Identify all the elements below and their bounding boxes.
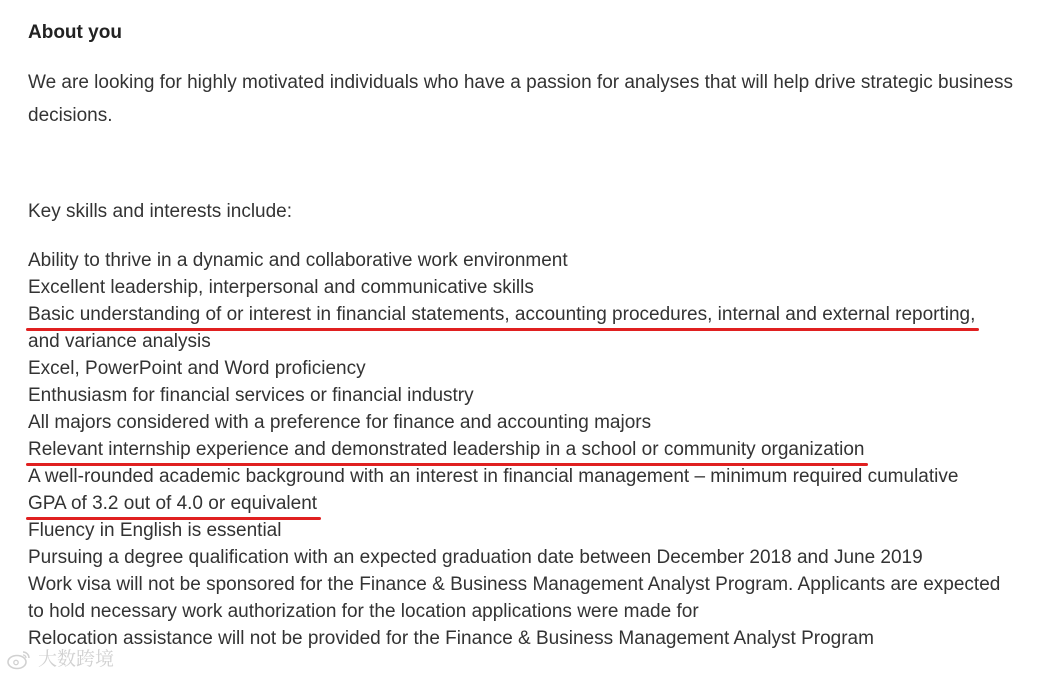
section-heading: About you [28,22,122,43]
skill-item: Pursuing a degree qualification with an expected graduation date between December 2018 and June 2019 [28,547,923,568]
skill-item: A well-rounded academic background with an interest in financial management – minimum required cumulative [28,466,959,487]
skill-item-highlighted [28,301,1033,328]
watermark [6,644,114,671]
skills-heading: Key skills and interests include: [28,201,293,222]
skills-list [28,247,1033,652]
watermark-text: 大数跨境 [38,648,115,670]
skill-item-continuation: to hold necessary work authorization for the location applications were made for [28,601,699,622]
weibo-logo-icon [6,649,32,671]
skill-item: Excellent leadership, interpersonal and communicative skills [28,277,534,298]
skill-item: All majors considered with a preference for finance and accounting majors [28,412,652,433]
underlined-text: Basic understanding of or interest in financial statements, accounting procedures, internal and external reporting, [28,301,975,328]
skill-item-highlighted [28,490,1033,517]
skill-item: Enthusiasm for financial services or financial industry [28,385,474,406]
skill-item-highlighted [28,436,1033,463]
skill-item: Relocation assistance will not be provided for the Finance & Business Management Analyst Program [28,628,874,649]
skill-item: Work visa will not be sponsored for the Finance & Business Management Analyst Program. Applicants are expected [28,574,1001,595]
skill-item: Fluency in English is essential [28,520,282,541]
underlined-text: GPA of 3.2 out of 4.0 or equivalent [28,490,317,517]
skill-item: Excel, PowerPoint and Word proficiency [28,358,366,379]
skill-item: Ability to thrive in a dynamic and collaborative work environment [28,250,568,271]
underlined-text: Relevant internship experience and demonstrated leadership in a school or community organization [28,436,864,463]
intro-paragraph: We are looking for highly motivated individuals who have a passion for analyses that will help drive strategic business decisions. [28,72,1014,126]
skill-item-continuation: and variance analysis [28,331,211,352]
